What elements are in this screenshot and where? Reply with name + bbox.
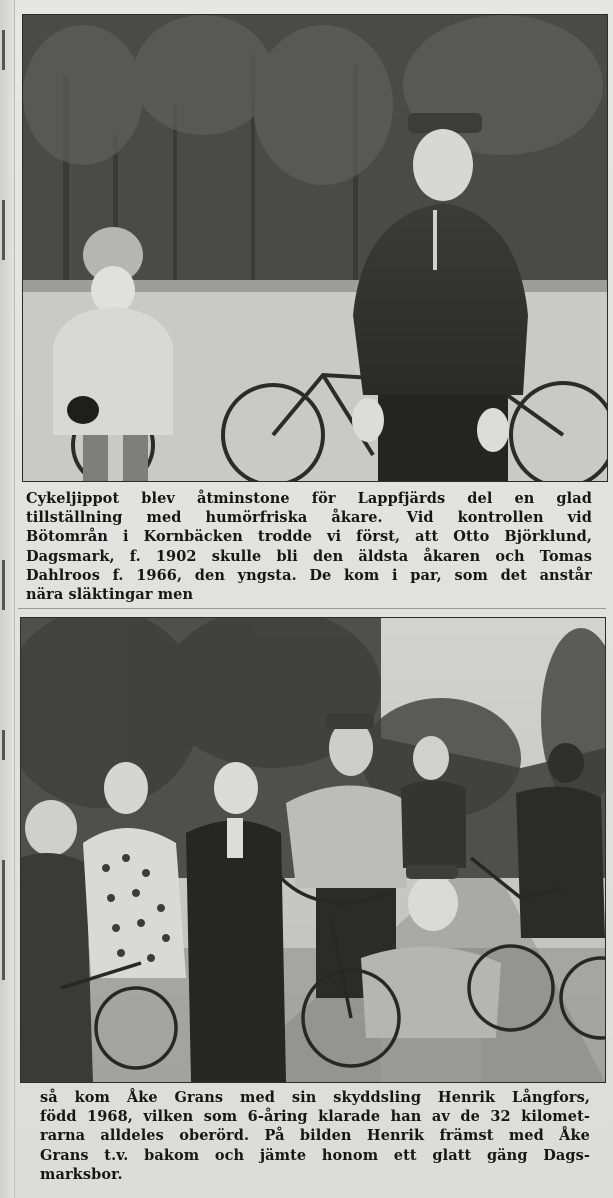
caption-line: så kom Åke Grans med sin skyddsling Henrik Långfors, (40, 1089, 590, 1106)
caption-line: marksbor. (40, 1165, 123, 1183)
caption-line: rarna alldeles oberörd. På bilden Henrik främst med Åke (40, 1127, 590, 1145)
caption-line: Grans t.v. bakom och jämte honom ett glatt gäng Dags- (40, 1146, 590, 1164)
edge-mark (2, 560, 5, 610)
edge-mark (2, 860, 5, 980)
photo-bottom-image (21, 618, 605, 1082)
photo-bottom (20, 617, 606, 1083)
caption-line: Cykeljippot blev åtminstone för Lappfjärds del en glad (26, 490, 592, 507)
caption-top (26, 489, 592, 604)
edge-mark (2, 200, 5, 260)
caption-line: Dagsmark, f. 1902 skulle bli den äldsta åkaren och Tomas (26, 547, 592, 565)
edge-mark (2, 730, 5, 760)
caption-line: tillställning med humörfriska åkare. Vid kontrollen vid (26, 509, 592, 527)
caption-line: nära släktingar men (26, 586, 194, 604)
photo-top (22, 14, 608, 482)
caption-line: Bötområn i Kornbäcken trodde vi först, att Otto Björklund, (26, 528, 592, 546)
divider (18, 608, 606, 609)
edge-mark (2, 30, 5, 70)
caption-line: född 1968, vilken som 6-åring klarade han av de 32 kilomet- (40, 1108, 590, 1126)
photo-top-image (23, 15, 607, 481)
caption-bottom (40, 1088, 590, 1184)
page-edge (0, 0, 15, 1198)
caption-line: Dahlroos f. 1966, den yngsta. De kom i par, som det anstår (26, 566, 592, 584)
